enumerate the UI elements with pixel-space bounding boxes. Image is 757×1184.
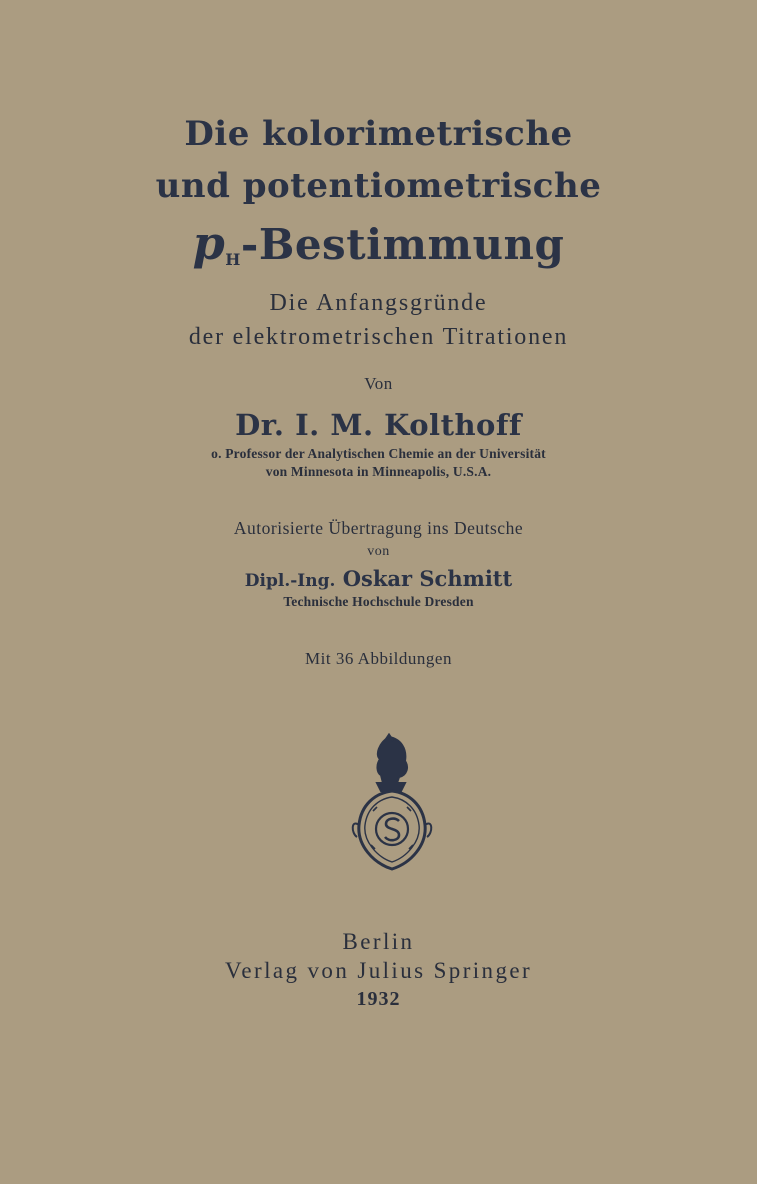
translator-affiliation: Technische Hochschule Dresden bbox=[283, 594, 474, 609]
author-affiliation-1: o. Professor der Analytischen Chemie an der Universität bbox=[211, 446, 546, 461]
publisher-city: Berlin bbox=[342, 929, 415, 954]
by-label: Von bbox=[364, 374, 393, 393]
author-name: Dr. I. M. Kolthoff bbox=[235, 408, 522, 442]
title-line-3-rest: -Bestimmung bbox=[240, 220, 565, 269]
subtitle-line-2: der elektrometrischen Titrationen bbox=[188, 324, 569, 350]
translation-label: Autorisierte Übertragung ins Deutsche bbox=[233, 518, 524, 538]
title-line-2: und potentiometrische bbox=[155, 166, 602, 206]
title-line-3 bbox=[0, 216, 757, 270]
illustrations-note: Mit 36 Abbildungen bbox=[305, 649, 452, 668]
ph-symbol: $p_H$ bbox=[192, 216, 241, 270]
translation-by-label: von bbox=[367, 544, 390, 559]
subtitle-line-1: Die Anfangsgründe bbox=[269, 290, 488, 316]
publication-year: 1932 bbox=[356, 988, 401, 1010]
publisher-name: Verlag von Julius Springer bbox=[224, 958, 533, 983]
springer-knight-emblem-icon bbox=[349, 733, 435, 871]
title-line-1: Die kolorimetrische bbox=[184, 114, 573, 154]
author-affiliation-2: von Minnesota in Minneapolis, U.S.A. bbox=[265, 464, 492, 479]
translator-name: Dipl.-Ing. Oskar Schmitt bbox=[244, 566, 513, 591]
